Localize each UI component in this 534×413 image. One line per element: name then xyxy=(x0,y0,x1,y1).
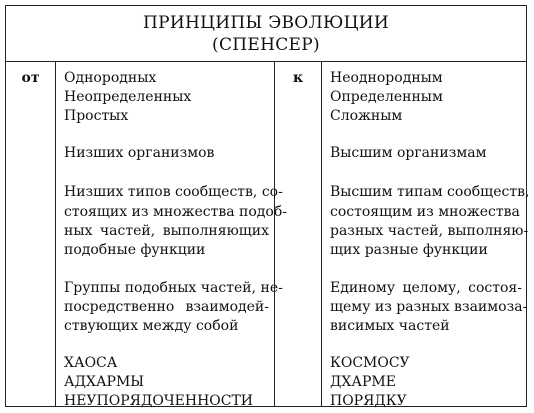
from-line: посредственно взаимодей- xyxy=(64,299,269,315)
from-column xyxy=(56,62,288,409)
from-line: Низших организмов xyxy=(64,145,215,161)
table-title xyxy=(6,6,526,62)
to-line: Единому целому, состоя- xyxy=(330,280,522,296)
to-line: разных частей, выполняю- xyxy=(330,223,529,239)
to-label: к xyxy=(292,70,304,86)
to-line: Высшим типам сообществ, xyxy=(330,184,530,200)
from-line: АДХАРМЫ xyxy=(64,374,145,390)
to-label-column xyxy=(275,62,322,406)
from-line: Неопределенных xyxy=(64,89,192,105)
from-line: Группы подобных частей, не- xyxy=(64,280,283,296)
to-line: щих разные функции xyxy=(330,242,488,258)
evolution-principles-table xyxy=(5,5,530,409)
to-line: Неоднородным xyxy=(330,70,443,86)
to-line: ПОРЯДКУ xyxy=(330,393,407,409)
from-line: ХАОСА xyxy=(64,355,118,371)
from-label: от xyxy=(21,70,40,86)
to-line: ДХАРМЕ xyxy=(330,374,396,390)
from-line: ствующих между собой xyxy=(64,318,239,334)
from-label-column xyxy=(6,62,56,406)
to-line: висимых частей xyxy=(330,318,450,334)
to-line: КОСМОСУ xyxy=(330,355,410,371)
to-line: Высшим организмам xyxy=(330,145,487,161)
to-column xyxy=(322,62,530,409)
to-line: щему из разных взаимоза- xyxy=(330,299,528,315)
title-line-2: (СПЕНСЕР) xyxy=(212,35,320,55)
from-line: Низших типов сообществ, со- xyxy=(64,184,283,200)
to-line: Сложным xyxy=(330,108,403,124)
to-line: состоящим из множества xyxy=(330,204,520,220)
from-line: Простых xyxy=(64,108,129,124)
from-line: стоящих из множества подоб- xyxy=(64,204,288,220)
from-line: Однородных xyxy=(64,70,157,86)
to-line: Определенным xyxy=(330,89,443,105)
from-line: НЕУПОРЯДОЧЕННОСТИ xyxy=(64,393,254,409)
title-line-1: ПРИНЦИПЫ ЭВОЛЮЦИИ xyxy=(142,13,389,33)
from-line: подобные функции xyxy=(64,242,206,258)
from-line: ных частей, выполняющих xyxy=(64,223,269,239)
